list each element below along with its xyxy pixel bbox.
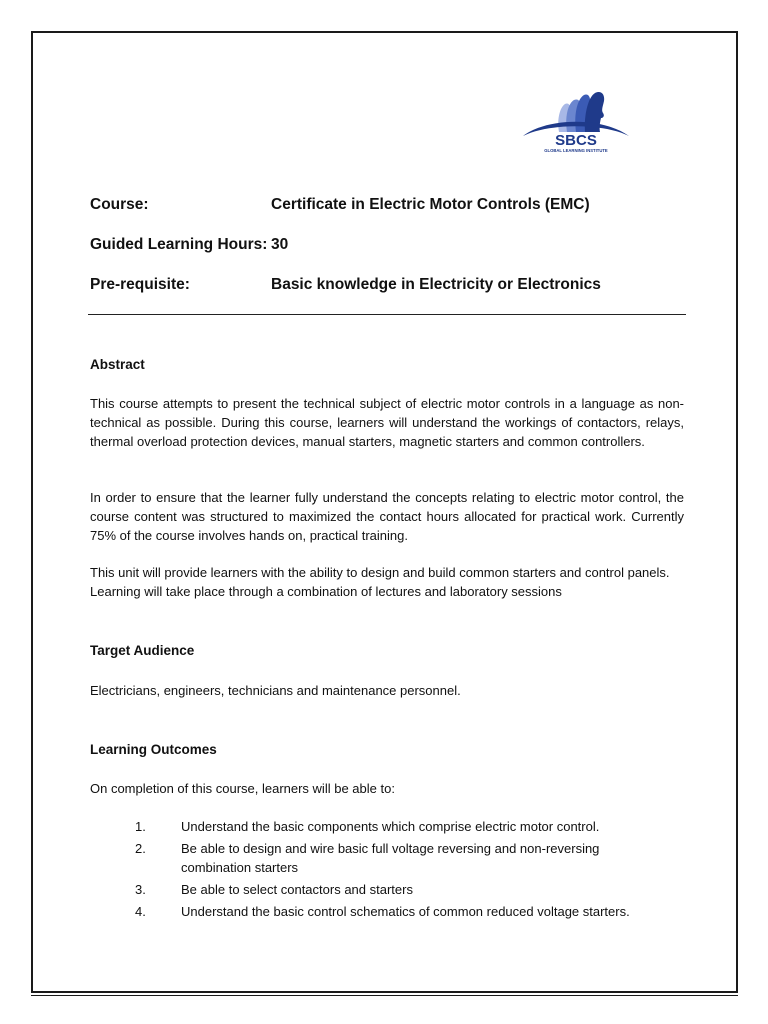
logo-tagline: GLOBAL LEARNING INSTITUTE xyxy=(544,148,608,153)
target-audience-heading: Target Audience xyxy=(90,643,195,658)
sbcs-logo xyxy=(521,88,631,154)
outcome-text: Be able to select contactors and starters xyxy=(181,882,413,897)
logo-text: SBCS xyxy=(555,132,597,149)
outcome-number: 4. xyxy=(135,904,146,919)
learning-outcomes-intro: On completion of this course, learners will be able to: xyxy=(90,781,395,796)
outcome-item xyxy=(90,880,684,899)
hours-value: 30 xyxy=(271,236,289,253)
outcome-item xyxy=(90,902,684,921)
abstract-paragraph-3: This unit will provide learners with the ability to design and build common starters and control panels. Learning will take place through a combination of lectures and laboratory sessions xyxy=(90,565,670,599)
abstract-paragraph-1: This course attempts to present the technical subject of electric motor controls in a language as non-technical as possible. During this course, learners will understand the workings of contactors, relays, thermal overload protection devices, manual starters, magnetic starters and common controllers. xyxy=(90,396,684,449)
course-value: Certificate in Electric Motor Controls (EMC) xyxy=(271,196,590,213)
prereq-value: Basic knowledge in Electricity or Electronics xyxy=(271,276,601,293)
hours-label: Guided Learning Hours: xyxy=(90,236,268,253)
outcome-text: Understand the basic control schematics of common reduced voltage starters. xyxy=(181,904,630,919)
outcome-number: 3. xyxy=(135,882,146,897)
header-divider xyxy=(88,314,686,315)
target-audience-text: Electricians, engineers, technicians and maintenance personnel. xyxy=(90,683,461,698)
abstract-heading: Abstract xyxy=(90,357,145,372)
prereq-label: Pre-requisite: xyxy=(90,276,190,293)
outcome-text: Be able to design and wire basic full voltage reversing and non-reversing combination starters xyxy=(181,841,600,875)
outcome-item xyxy=(90,839,684,877)
outcomes-list xyxy=(90,817,684,924)
outcome-text: Understand the basic components which comprise electric motor control. xyxy=(181,819,600,834)
learning-outcomes-heading: Learning Outcomes xyxy=(90,742,217,757)
outcome-number: 2. xyxy=(135,841,146,856)
abstract-paragraph-2: In order to ensure that the learner fully understand the concepts relating to electric motor control, the course content was structured to maximized the contact hours allocated for practical work. Currently 75% of the course involves hands on, practical training. xyxy=(90,490,684,543)
outcome-item xyxy=(90,817,684,836)
course-label: Course: xyxy=(90,196,149,213)
outcome-number: 1. xyxy=(135,819,146,834)
